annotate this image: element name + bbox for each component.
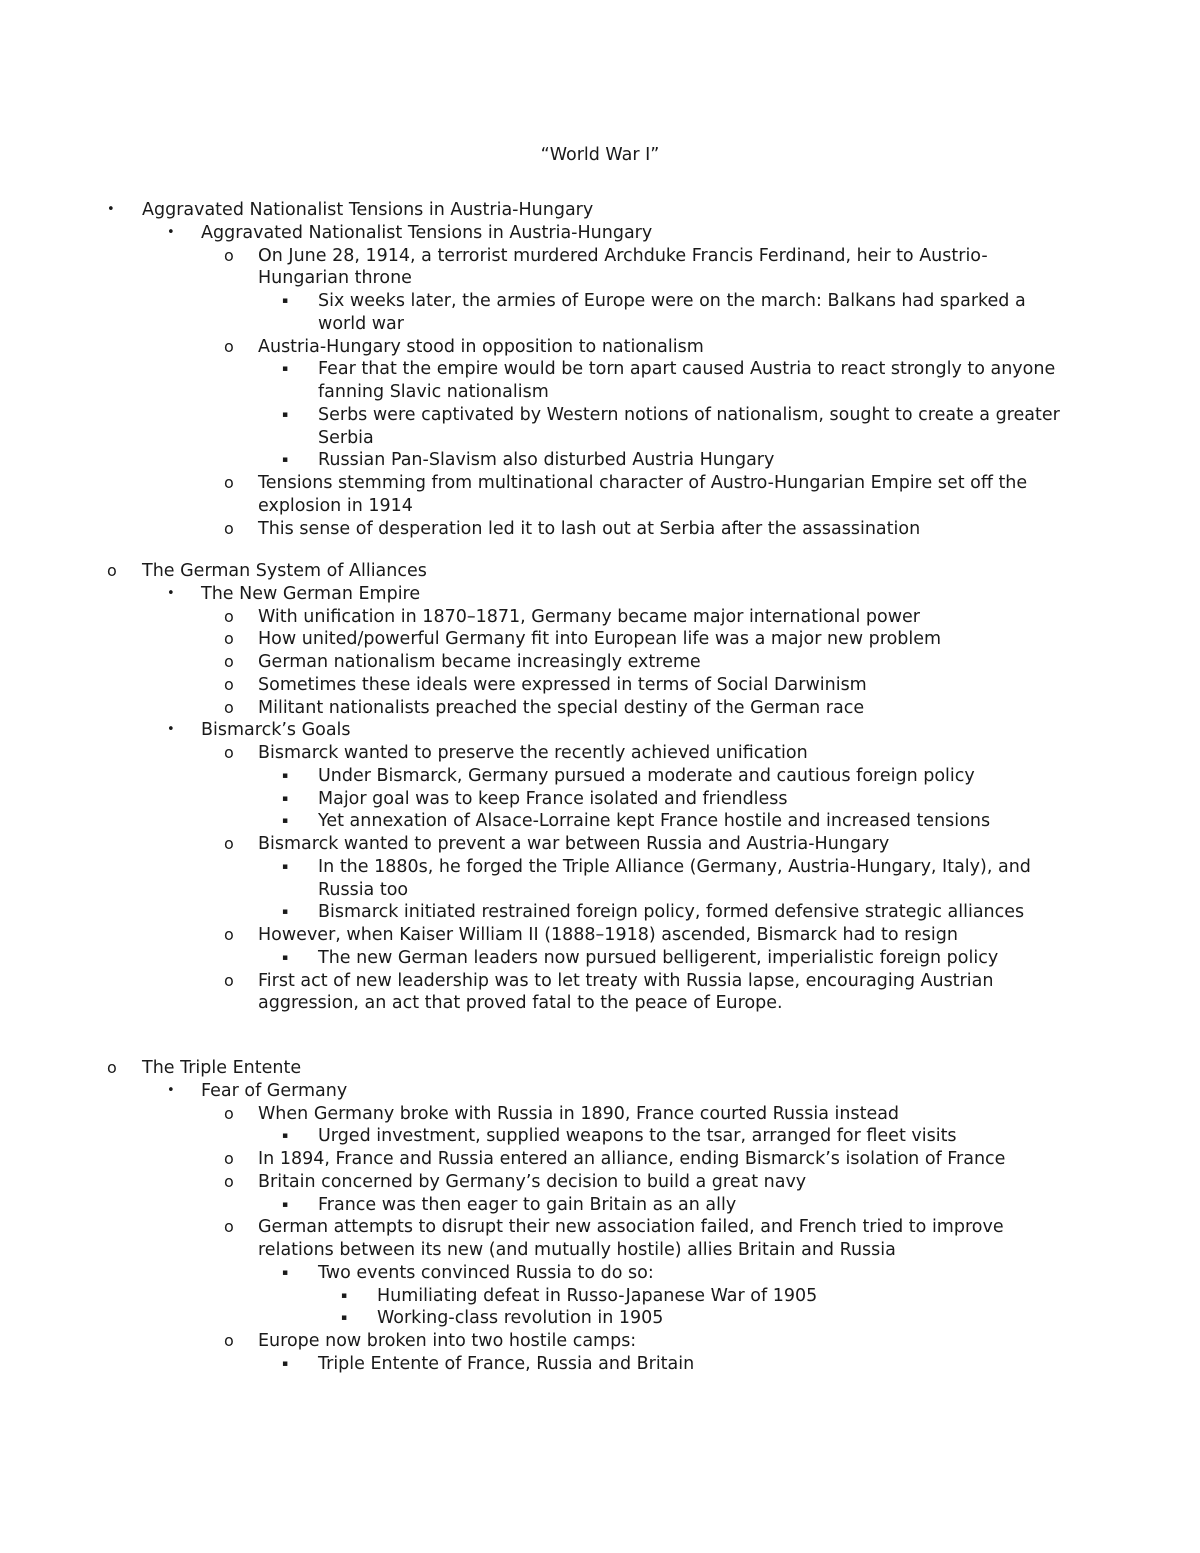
list-item-text: Working-class revolution in 1905	[377, 1308, 664, 1329]
circle-marker: o	[224, 697, 234, 717]
list-item-text: Bismarck’s Goals	[201, 720, 351, 741]
bullet-marker: •	[107, 202, 115, 217]
list-item-text: In the 1880s, he forged the Triple Alliance (Germany, Austria-Hungary, Italy), and Russia too	[318, 856, 1031, 900]
list-item-text: Yet annexation of Alsace-Lorraine kept France hostile and increased tensions	[318, 811, 991, 832]
circle-marker: o	[224, 834, 234, 853]
list-item	[0, 290, 1200, 336]
outline-section	[0, 1057, 1200, 1376]
square-marker: ▪	[282, 1267, 289, 1278]
square-marker: ▪	[341, 1313, 348, 1324]
list-item-text: Two events convinced Russia to do so:	[318, 1262, 654, 1283]
list-item-text: Six weeks later, the armies of Europe were on the march: Balkans had sparked a world war	[318, 291, 1026, 334]
list-item-text: Urged investment, supplied weapons to the tsar, arranged for fleet visits	[318, 1126, 957, 1147]
list-item-text: Sometimes these ideals were expressed in terms of Social Darwinism	[258, 674, 867, 695]
list-item-text: The Triple Entente	[142, 1058, 302, 1078]
bullet-marker: •	[167, 722, 175, 738]
square-marker: ▪	[282, 816, 289, 827]
list-item-text: Bismarck wanted to prevent a war between Russia and Austria-Hungary	[258, 834, 890, 854]
list-item-text: However, when Kaiser William II (1888–1918) ascended, Bismarck had to resign	[258, 925, 958, 945]
list-item	[0, 628, 1200, 651]
circle-marker: o	[224, 743, 234, 762]
circle-marker: o	[224, 606, 234, 626]
list-item	[0, 449, 1200, 472]
circle-marker: o	[224, 245, 234, 265]
list-item-text: The German System of Alliances	[142, 561, 427, 581]
circle-marker: o	[224, 1331, 234, 1350]
square-marker: ▪	[282, 770, 289, 781]
list-item	[0, 1125, 1200, 1148]
list-item-text: Bismarck initiated restrained foreign policy, formed defensive strategic alliances	[318, 902, 1025, 923]
list-item	[0, 199, 1200, 222]
circle-marker: o	[224, 1149, 234, 1168]
document-title: “World War I”	[540, 145, 660, 165]
list-item	[0, 833, 1200, 856]
square-marker: ▪	[282, 861, 289, 872]
list-item	[0, 1307, 1200, 1330]
list-item	[0, 1285, 1200, 1308]
circle-marker: o	[107, 1058, 117, 1077]
list-item-text: Serbs were captivated by Western notions of nationalism, sought to create a greater Serbia	[318, 404, 1060, 448]
list-item-text: Aggravated Nationalist Tensions in Austria-Hungary	[201, 222, 653, 243]
list-item-text: Under Bismarck, Germany pursued a moderate and cautious foreign policy	[318, 765, 975, 786]
list-item	[0, 583, 1200, 606]
circle-marker: o	[224, 970, 234, 990]
circle-marker: o	[224, 1103, 234, 1123]
square-marker: ▪	[282, 952, 289, 963]
circle-marker: o	[224, 674, 234, 694]
list-item	[0, 1080, 1200, 1103]
list-item	[0, 651, 1200, 674]
list-item	[0, 245, 1200, 291]
list-item	[0, 222, 1200, 245]
outline-section	[0, 199, 1200, 540]
list-item-text: The new German leaders now pursued belligerent, imperialistic foreign policy	[318, 947, 999, 968]
list-item	[0, 1148, 1200, 1171]
list-item-text: Humiliating defeat in Russo-Japanese War of 1905	[377, 1285, 818, 1306]
outline-section	[0, 560, 1200, 1015]
list-item	[0, 1330, 1200, 1353]
list-item	[0, 560, 1200, 583]
list-item	[0, 765, 1200, 788]
list-item-text: When Germany broke with Russia in 1890, France courted Russia instead	[258, 1103, 900, 1124]
square-marker: ▪	[282, 1131, 289, 1142]
circle-marker: o	[224, 925, 234, 944]
list-item-text: France was then eager to gain Britain as an ally	[318, 1194, 737, 1215]
list-item	[0, 742, 1200, 765]
list-item-text: First act of new leadership was to let treaty with Russia lapse, encouraging Austrian aggression, an act that proved fatal to the peace of Europe.	[258, 970, 994, 1014]
list-item	[0, 719, 1200, 742]
circle-marker: o	[224, 473, 234, 492]
list-item	[0, 1103, 1200, 1126]
circle-marker: o	[224, 1171, 234, 1191]
list-item-text: Tensions stemming from multinational character of Austro-Hungarian Empire set off the explosion in 1914	[258, 473, 1028, 516]
list-item	[0, 358, 1200, 404]
list-item	[0, 1057, 1200, 1080]
list-item	[0, 1194, 1200, 1217]
list-item	[0, 1171, 1200, 1194]
list-item-text: The New German Empire	[201, 583, 421, 604]
list-item	[0, 697, 1200, 720]
list-item-text: Militant nationalists preached the special destiny of the German race	[258, 697, 865, 718]
circle-marker: o	[224, 1217, 234, 1237]
list-item-text: Aggravated Nationalist Tensions in Austria-Hungary	[142, 200, 594, 220]
bullet-marker: •	[167, 585, 175, 601]
list-item-text: German nationalism became increasingly extreme	[258, 652, 701, 672]
list-item-text: With unification in 1870–1871, Germany became major international power	[258, 606, 920, 627]
list-item-text: Fear that the empire would be torn apart caused Austria to react strongly to anyone fanning Slavic nationalism	[318, 359, 1056, 402]
list-item-text: Bismarck wanted to preserve the recently achieved unification	[258, 743, 808, 763]
list-item	[0, 1216, 1200, 1262]
list-item-text: Britain concerned by Germany’s decision to build a great navy	[258, 1171, 807, 1192]
list-item	[0, 404, 1200, 450]
list-item	[0, 472, 1200, 518]
list-item	[0, 856, 1200, 902]
circle-marker: o	[224, 652, 234, 671]
list-item	[0, 1353, 1200, 1376]
list-item-text: Triple Entente of France, Russia and Britain	[318, 1353, 695, 1374]
list-item	[0, 947, 1200, 970]
list-item-text: In 1894, France and Russia entered an alliance, ending Bismarck’s isolation of France	[258, 1149, 1006, 1169]
list-item	[0, 336, 1200, 359]
square-marker: ▪	[282, 455, 289, 466]
list-item	[0, 901, 1200, 924]
circle-marker: o	[224, 336, 234, 356]
list-item	[0, 674, 1200, 697]
square-marker: ▪	[282, 907, 289, 918]
list-item-text: Russian Pan-Slavism also disturbed Austria Hungary	[318, 450, 775, 471]
bullet-marker: •	[167, 1082, 175, 1098]
list-item	[0, 1262, 1200, 1285]
square-marker: ▪	[282, 364, 289, 375]
list-item	[0, 606, 1200, 629]
square-marker: ▪	[282, 296, 289, 306]
list-item	[0, 810, 1200, 833]
list-item-text: How united/powerful Germany fit into European life was a major new problem	[258, 629, 942, 650]
list-item-text: Europe now broken into two hostile camps:	[258, 1331, 637, 1351]
circle-marker: o	[224, 629, 234, 649]
list-item-text: German attempts to disrupt their new association failed, and French tried to improve relations between its new (and mutually hostile) allies Britain and Russia	[258, 1217, 1004, 1260]
list-item-text: Major goal was to keep France isolated and friendless	[318, 788, 788, 809]
list-item-text: Austria-Hungary stood in opposition to nationalism	[258, 336, 704, 357]
list-item-text: On June 28, 1914, a terrorist murdered Archduke Francis Ferdinand, heir to Austrio-Hungarian throne	[258, 245, 988, 289]
list-item-text: Fear of Germany	[201, 1080, 348, 1101]
list-item	[0, 518, 1200, 541]
square-marker: ▪	[341, 1290, 348, 1301]
square-marker: ▪	[282, 1199, 289, 1210]
square-marker: ▪	[282, 409, 289, 420]
list-item-text: This sense of desperation led it to lash out at Serbia after the assassination	[258, 518, 921, 539]
list-item	[0, 924, 1200, 947]
square-marker: ▪	[282, 793, 289, 804]
list-item	[0, 970, 1200, 1016]
square-marker: ▪	[282, 1358, 289, 1369]
list-item	[0, 788, 1200, 811]
circle-marker: o	[224, 518, 234, 538]
circle-marker: o	[107, 561, 117, 580]
bullet-marker: •	[167, 224, 175, 240]
